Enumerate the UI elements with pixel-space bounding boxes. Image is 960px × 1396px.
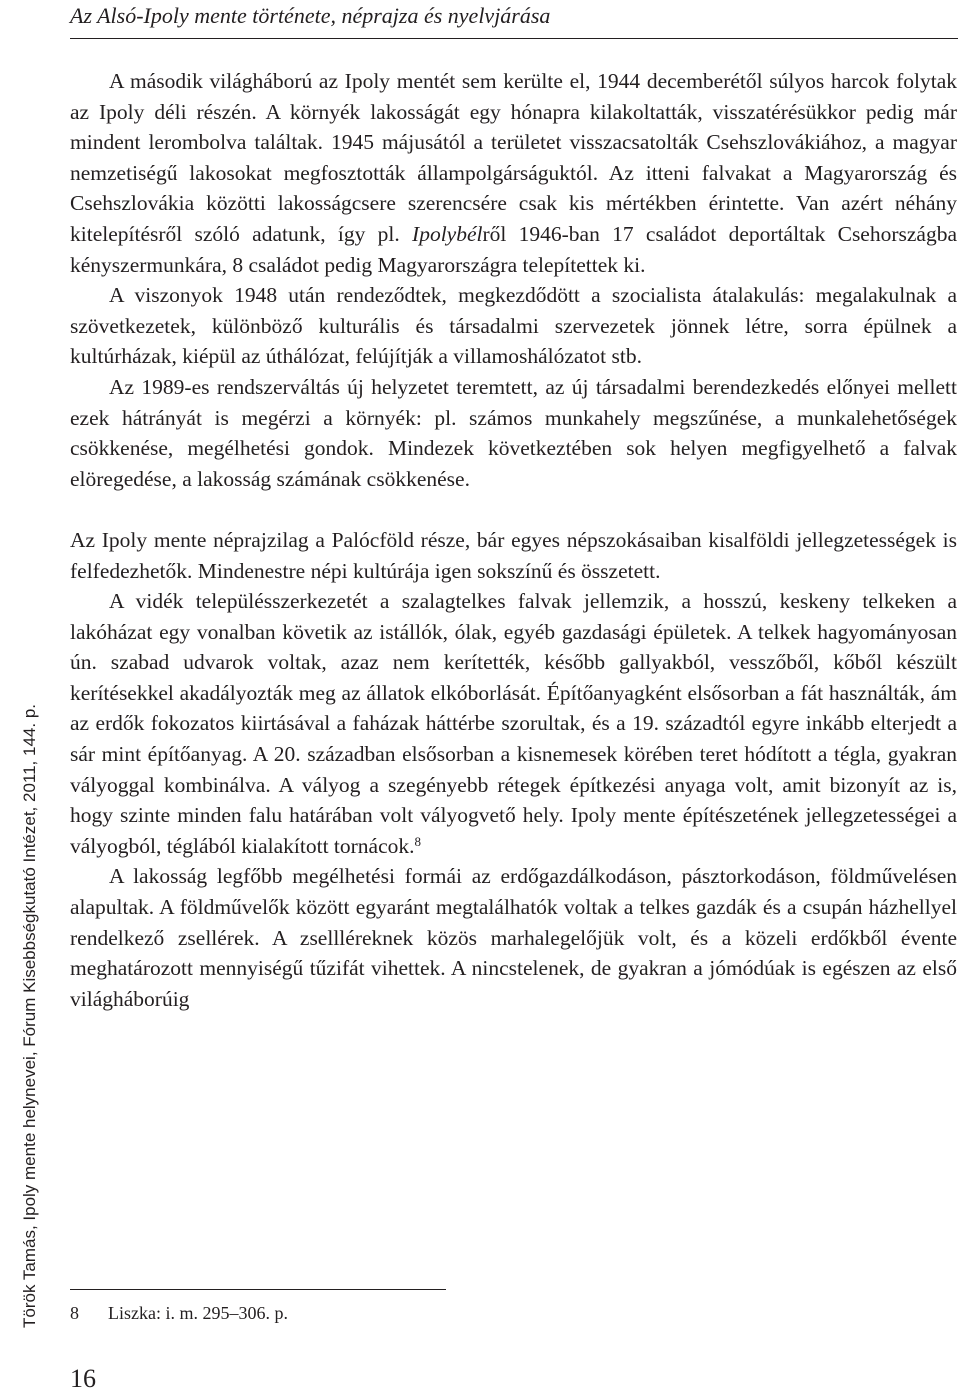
side-citation: Török Tamás, Ipoly mente helynevei, Fórum Kisebbségkutató Intézet, 2011, 144. p. (20, 704, 39, 1328)
paragraph: A lakosság legfőbb megélhetési formái az erdőgazdálkodáson, pásztorkodáson, földművelésen alapultak. A földművelők között egyaránt megtalálhatók voltak a telkes gazdák és a csupán házhellyel rendelkező zsellérek. A zsellléreknek közös marhalegelőjük volt, és a közeli erdőkből évente meghatározott mennyiségű tűzifát vihettek. A nincstelenek, de gyakran a jómódúak is egészen az első világháborúig (70, 864, 957, 1011)
footnote (70, 1302, 288, 1324)
page-number: 16 (70, 1364, 96, 1393)
body-text (70, 66, 957, 1014)
paragraph: A viszonyok 1948 után rendeződtek, megkezdődött a szocialista átalakulás: megalakulnak a szövetkezetek, különböző kulturális és társadalmi szervezetek jönnek létre, sorra épülnek a kultúrházak, kiépül az úthálózat, felújítják a villamoshálózatot stb. (70, 283, 957, 369)
paragraph: A vidék településszerkezetét a szalagtelkes falvak jellemzik, a hosszú, keskeny telkeken a lakóházat egy vonalban követik az istállók, ólak, egyéb gazdasági épületek. A telkek hagyományosan ún. szabad udvarok voltak, azaz nem kerítették, később gallyakból, vesszőből, kőből készült kerítésekkel akadályozták meg az állatok elkóborlását. Építőanyagként elsősorban a fát használták, ám az erdők fokozatos kiirtásával a faházak háttérbe szorultak, és a 19. századtól egyre inkább elterjedt a sár mint építőanyag. A 20. században elsősorban a kisnemesek körében teret hódított a tégla, gyakran vályoggal kombinálva. A vályog a szegényebb rétegek építkezési anyaga volt, amit bizonyít az is, hogy szinte minden falu határában volt vályogvető hely. Ipoly mente építészetének jellegzetességei a vályogból, téglából kialakított tornácok.$^8$ (70, 589, 957, 858)
paragraph: A második világháború az Ipoly mentét sem kerülte el, 1944 decemberétől súlyos harcok folytak az Ipoly déli részén. A környék lakosságát egy hónapra kilakoltatták, visszatérésükkor pedig már mindent lerombolva találtak. 1945 májusától a területet visszacsatolták Csehszlovákiához, a magyar nemzetiségű lakosokat megfosztották állampolgárságuktól. Az itteni falvakat a Magyarország és Csehszlovákia közötti lakosságcsere szerencsére csak kis mértékben érintette. Van azért néhány kitelepítésről szóló adatunk, így pl. Ipolybélről 1946-ban 17 családot deportáltak Csehországba kényszermunkára, 8 családot pedig Magyarországra telepítettek ki. (70, 69, 958, 277)
footnote-reference[interactable]: 8 (414, 833, 422, 849)
section-break (70, 494, 957, 525)
paragraph: Az 1989-es rendszerváltás új helyzetet teremtett, az új társadalmi berendezkedés előnyei mellett ezek hátrányát is megérzi a környék: pl. számos munkahely megszűnése, a munkalehetőségek csökkenése, megélhetési gondok. Mindezek következtében sok helyen megfigyelhető a falvak elöregedése, a lakosság számának csökkenése. (70, 374, 957, 491)
footnote-rule (70, 1289, 446, 1290)
header-rule (70, 38, 958, 39)
paragraph: Az Ipoly mente néprajzilag a Palócföld része, bár egyes népszokásaiban kisalföldi jellegzetességek is felfedezhetők. Mindenestre népi kultúrája igen sokszínű és összetett. (70, 527, 957, 583)
place-name-emphasis: Ipolybél (412, 221, 483, 246)
footnote-number: 8 (70, 1303, 79, 1323)
running-title: Az Alsó-Ipoly mente története, néprajza és nyelvjárása (70, 3, 551, 28)
footnote-text: Liszka: i. m. 295–306. p. (108, 1303, 288, 1323)
